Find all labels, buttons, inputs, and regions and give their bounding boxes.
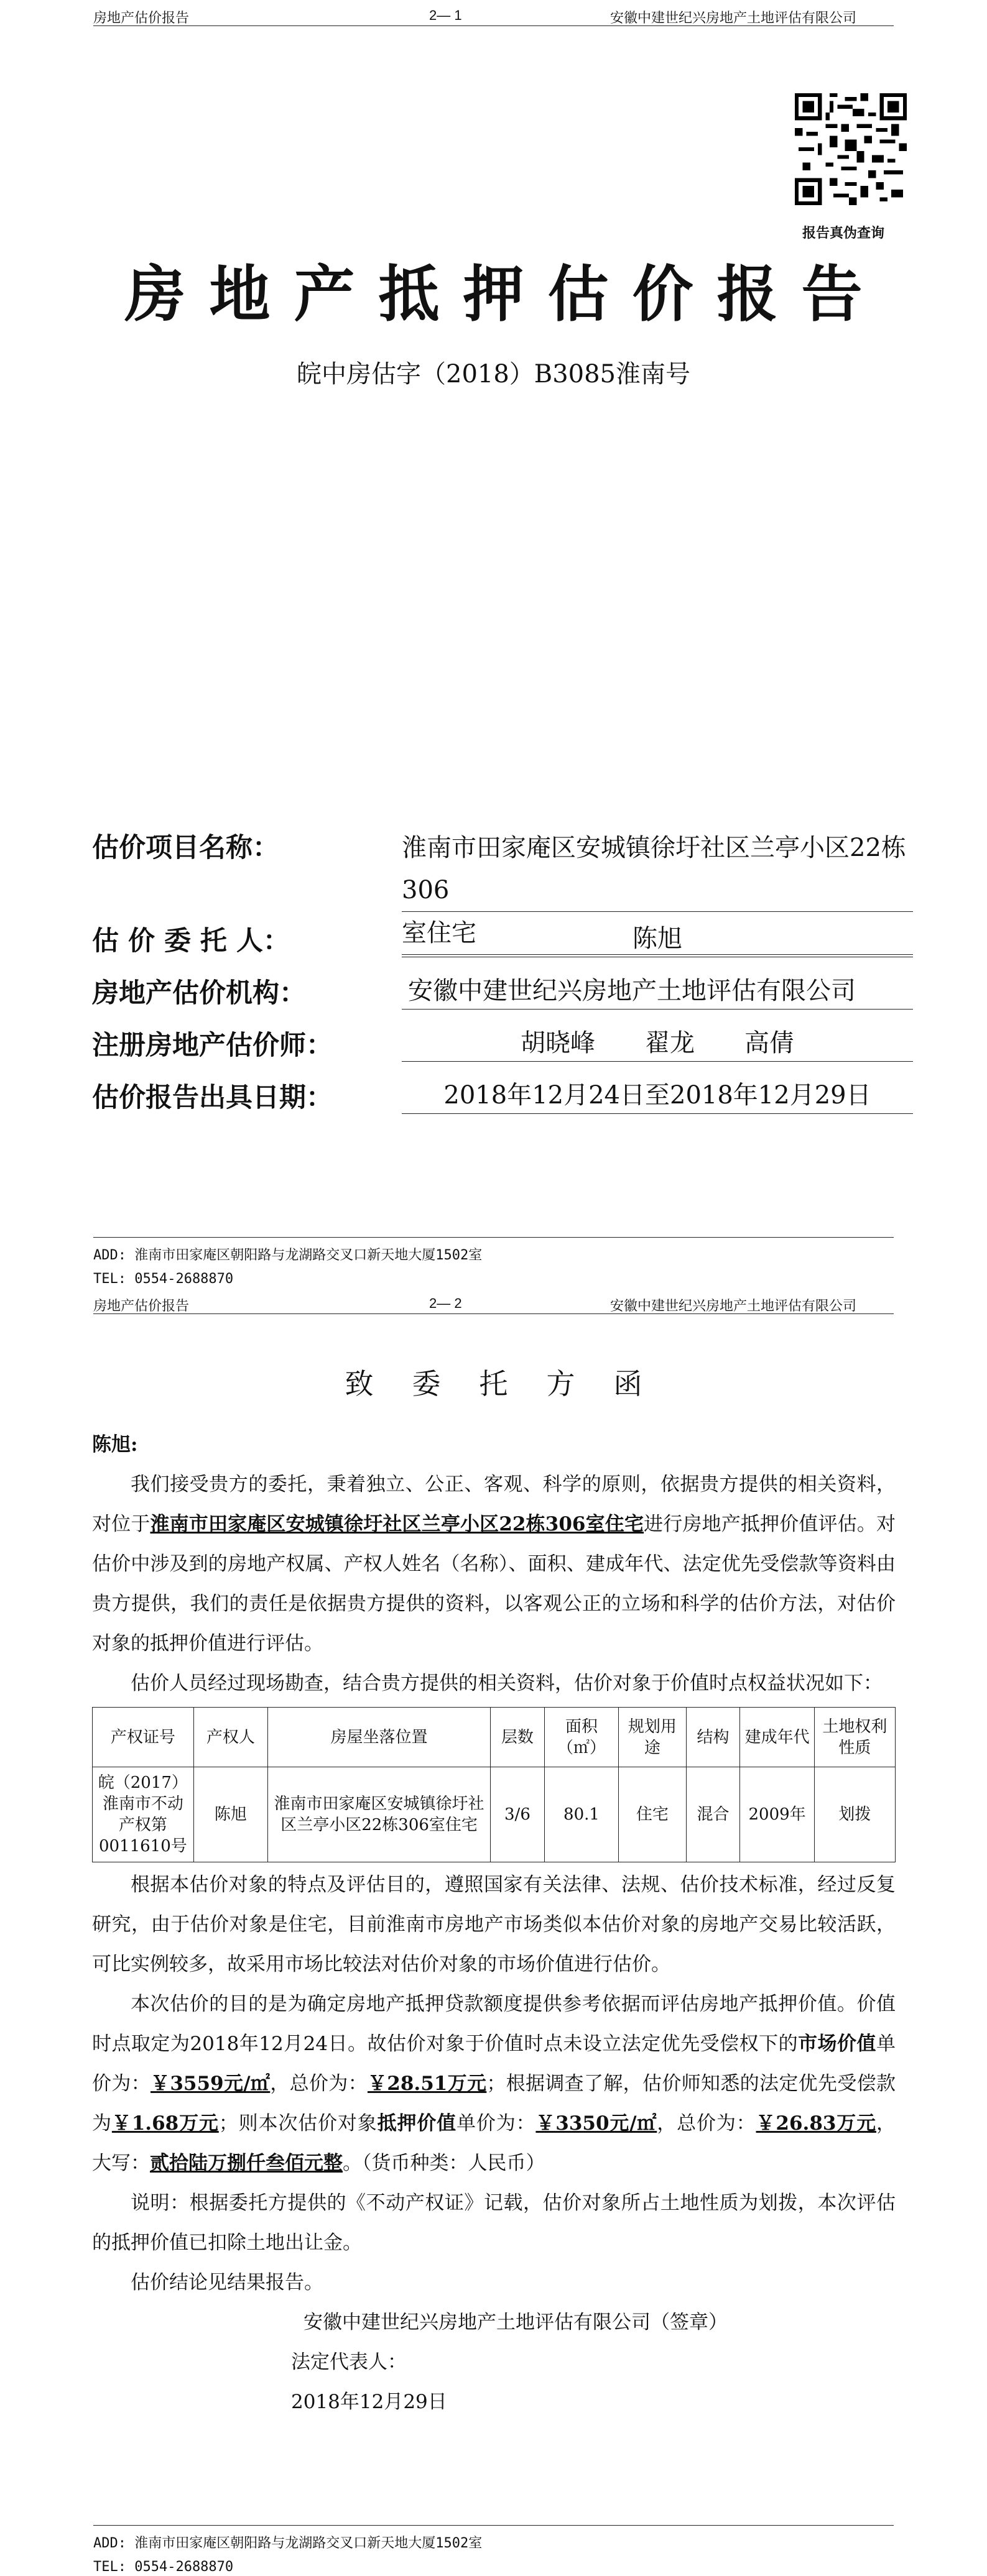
report-number: 皖中房估字（2018）B3085淮南号 [297,360,690,389]
subject-address: 淮南市田家庵区安城镇徐圩社区兰亭小区22栋306室住宅 [150,1513,644,1535]
footer-phone: TEL: 0554-2688870 [93,1271,234,1287]
letter-title: 致委托方函 [345,1367,681,1401]
header-company: 安徽中建世纪兴房地产土地评估有限公司 [609,10,856,25]
table-row [93,1767,896,1862]
table-cell: 划拨 [814,1767,895,1862]
project-name-line2: 室住宅 [402,912,913,955]
signature-representative: 法定代表人： [291,2351,407,2373]
client-row [92,920,913,972]
signature-date: 2018年12月29日 [291,2391,447,2413]
report-title: 房地产抵押估价报告 [124,259,886,330]
table-header-cell: 规划用途 [619,1708,686,1767]
table-header-cell: 结构 [686,1708,740,1767]
qr-code [795,93,907,205]
table-cell: 3/6 [491,1767,545,1862]
qr-caption: 报告真伪查询 [802,225,885,241]
paragraph-method: 根据本估价对象的特点及评估目的，遵照国家有关法律、法规、估价技术标准，经过反复研究，由于估价对象是住宅，目前淮南市房地产市场类似本估价对象的房地产交易比较活跃，可比实例较多，故采用市场比较法对估价对象的市场价值进行估价。 [92,1874,896,1976]
page-header [93,2,894,26]
header-report-name: 房地产估价报告 [93,10,190,25]
table-cell: 陈旭 [193,1767,267,1862]
page-footer [93,1237,894,1291]
agency-value: 安徽中建世纪兴房地产土地评估有限公司 [402,972,913,1010]
table-cell: 2009年 [740,1767,814,1862]
mortgage-total-price: ￥26.83万元 [756,2112,877,2135]
agency-row [92,972,913,1024]
mortgage-value-term: 抵押价值 [377,2112,456,2135]
field-label: 估价项目名称： [92,832,279,863]
issue-date-row [92,1077,913,1129]
mortgage-unit-price: ￥3350元/㎡ [535,2112,657,2135]
paragraph-conclusion: 估价结论见结果报告。 [131,2271,323,2294]
total-in-words: 贰拾陆万捌仟叁佰元整 [150,2152,343,2174]
issue-date-value: 2018年12月24日至2018年12月29日 [402,1077,913,1114]
paragraph-survey: 估价人员经过现场勘查，结合贵方提供的相关资料，估价对象于价值时点权益状况如下： [131,1672,883,1695]
table-header-cell: 建成年代 [740,1708,814,1767]
market-total-price: ￥28.51万元 [367,2072,487,2095]
field-label: 估 价 委 托 人： [92,926,290,957]
footer-address: ADD: 淮南市田家庵区朝阳路与龙湖路交叉口新天地大厦1502室 [93,2536,483,2551]
table-header-row [93,1708,896,1767]
cover-info-block [92,827,913,1129]
signature-company: 安徽中建世纪兴房地产土地评估有限公司（签章） [304,2311,728,2334]
table-header-cell: 房屋坐落位置 [268,1708,491,1767]
table-cell: 混合 [686,1767,740,1862]
field-label: 房地产估价机构： [92,978,306,1009]
table-header-cell: 面积（㎡） [544,1708,618,1767]
table-cell: 皖（2017）淮南市不动产权第0011610号 [93,1767,194,1862]
table-cell: 淮南市田家庵区安城镇徐圩社区兰亭小区22栋306室住宅 [268,1767,491,1862]
table-cell: 住宅 [619,1767,686,1862]
footer-address: ADD: 淮南市田家庵区朝阳路与龙湖路交叉口新天地大厦1502室 [93,1248,483,1263]
appraisers-value: 胡晓峰 翟龙 高倩 [402,1024,913,1062]
salutation: 陈旭: [92,1433,138,1456]
field-label: 注册房地产估价师： [92,1030,333,1061]
preferential-claim: ￥1.68万元 [111,2112,219,2135]
header-report-name: 房地产估价报告 [93,1298,190,1313]
table-header-cell: 土地权利性质 [814,1708,895,1767]
market-unit-price: ￥3559元/㎡ [151,2072,271,2095]
field-label: 估价报告出具日期： [92,1082,333,1113]
page-header [93,1290,894,1314]
page-footer [93,2525,894,2576]
header-company: 安徽中建世纪兴房地产土地评估有限公司 [609,1298,856,1313]
property-table [92,1707,896,1862]
project-name-line1: 淮南市田家庵区安城镇徐圩社区兰亭小区22栋306 [402,827,913,912]
table-cell: 80.1 [544,1767,618,1862]
letter-page [0,1288,987,2576]
table-header-cell: 产权证号 [93,1708,194,1767]
paragraph-valuation: 本次估价的目的是为确定房地产抵押贷款额度提供参考依据而评估房地产抵押价值。价值时点取定为2018年12月24日。故估价对象于价值时点未设立法定优先受偿权下的市场价值单价为：￥3559元/㎡，总价为：￥28.51万元；根据调查了解，估价师知悉的法定优先受偿款为￥1.68万元；则本次估价对象抵押价值单价为：￥3350元/㎡，总价为：￥26.83万元，大写：贰拾陆万捌仟叁佰元整。（货币种类：人民币） [92,1993,896,2174]
appraisers-row [92,1024,913,1077]
header-page-number: 2— 2 [429,1295,462,1311]
paragraph-intro: 我们接受贵方的委托，秉着独立、公正、客观、科学的原则，依据贵方提供的相关资料，对位于淮南市田家庵区安城镇徐圩社区兰亭小区22栋306室住宅进行房地产抵押价值评估。对估价中涉及到的房地产权属、产权人姓名（名称）、面积、建成年代、法定优先受偿款等资料由贵方提供，我们的责任是依据贵方提供的资料，以客观公正的立场和科学的估价方法，对估价对象的抵押价值进行评估。 [92,1473,896,1655]
footer-phone: TEL: 0554-2688870 [93,2559,234,2575]
market-value-term: 市场价值 [798,2033,876,2055]
client-value: 陈旭 [402,920,913,957]
table-header-cell: 产权人 [193,1708,267,1767]
letter-body [92,1425,896,2422]
header-page-number: 2— 1 [429,7,462,23]
paragraph-note: 说明：根据委托方提供的《不动产权证》记载，估价对象所占土地性质为划拨，本次评估的抵押价值已扣除土地出让金。 [92,2192,896,2254]
table-header-cell: 层数 [491,1708,545,1767]
